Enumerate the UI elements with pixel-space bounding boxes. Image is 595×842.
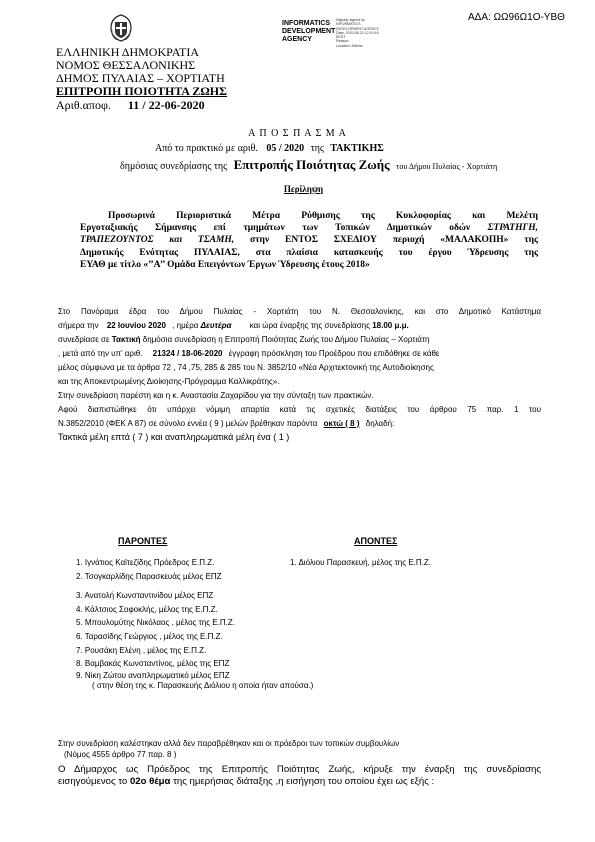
present-member: 3. Ανατολή Κωνσταντινίδου μέλος ΕΠΖ — [76, 591, 214, 601]
minutes-ref-of: της — [310, 143, 324, 154]
municipality-name: ΔΗΜΟΣ ΠΥΛΑΙΑΣ – ΧΟΡΤΙΑΤΗ — [56, 71, 225, 85]
summary-line-3: ΤΡΑΠΕΖΟΥΝΤΟΣ και ΤΣΑΜΗ, στην ΕΝΤΟΣ ΣΧΕΔΙΟΥ περιοχή «ΜΑΛΑΚΟΠΗ» της — [80, 235, 539, 246]
body-text — [58, 306, 541, 446]
present-list — [76, 556, 313, 691]
session-municipality: του Δήμου Πυλαίας - Χορτιάτη — [396, 162, 498, 171]
mayor-opening — [58, 764, 541, 787]
body-line-10: Τακτικά μέλη επτά ( 7 ) και αναπληρωματικά μέλη ένα ( 1 ) — [58, 432, 290, 442]
summary-line-4: Δημοτικής Ενότητας ΠΥΛΑΙΑΣ, στα πλαίσια κατασκευής του έργου Ύδρευσης της — [80, 247, 538, 258]
footer-line-4: εισηγούμενος το 02ο θέμα της ημερήσιας διάταξης ,η εισήγηση του οποίου έχει ως εξής : — [58, 775, 435, 787]
digital-signature-block — [336, 18, 406, 48]
prefecture-name: ΝΟΜΟΣ ΘΕΣΣΑΛΟΝΙΚΗΣ — [56, 58, 196, 72]
sig-line: Reason: — [336, 39, 350, 44]
logo-line1: INFORMATICS — [282, 20, 331, 27]
session-description — [120, 157, 497, 173]
footer-line-3: Ο Δήμαρχος ως Πρόεδρος της Επιτροπής Ποιότητας Ζωής, κήρυξε την έναρξη της συνεδρίασης — [58, 764, 541, 775]
issuer-header — [56, 46, 227, 112]
sig-line: Location: Athens — [336, 43, 363, 48]
sig-line: EEST — [336, 35, 346, 40]
decision-number-value: 11 / 22-06-2020 — [127, 98, 205, 112]
decision-number-label: Αριθ.αποφ. — [56, 98, 111, 112]
ada-code: ΑΔΑ: ΩΩ96Ω1Ο-ΥΒΘ — [468, 12, 565, 23]
footer-line-1: Στην συνεδρίαση καλέστηκαν αλλά δεν παραβρέθηκαν και οι πρόεδροι των τοπικών συμβουλίων — [58, 739, 400, 748]
summary-line-1: Προσωρινά Περιοριστικά Μέτρα Ρύθμισης της Κυκλοφορίας και Μελέτη — [108, 211, 538, 221]
minutes-reference — [155, 143, 384, 154]
body-line-1: Στο Πανόραμα έδρα του Δήμου Πυλαίας - Χορτιάτη του Ν. Θεσσαλονίκης, και στο Δημοτικό Κατάστημα — [58, 307, 541, 316]
present-member: 2. Τσογκαρλίδης Παρασκευάς μέλος ΕΠΖ — [76, 571, 222, 581]
sig-line: Digitally signed by — [336, 18, 365, 22]
summary-line-5: ΕΥΑΘ με τίτλο «’’Α’’ Ομάδα Επειγόντων Έργων Ύδρευσης έτους 2018» — [80, 259, 370, 270]
present-member: 7. Ρουσάκη Ελένη , μέλος της Ε.Π.Ζ. — [76, 645, 207, 655]
apospasma-title: Α Π Ο Σ Π Α Σ Μ Α — [248, 128, 347, 139]
sig-line: Date: 2020.06.23 12:10:16 — [336, 30, 379, 35]
body-line-9: Ν.3852/2010 (ΦΕΚ Α 87) σε σύνολο εννέα ( 9 ) μελών βρέθηκαν παρόντα οκτώ ( 8 ) δηλαδή: — [58, 419, 395, 428]
logo-line3: AGENCY — [282, 36, 312, 43]
present-member: 1. Ιγνάτιος Καϊτεζίδης Πρόεδρος Ε.Π.Ζ. — [76, 558, 215, 567]
minutes-ref-number: 05 / 2020 — [266, 143, 305, 154]
body-line-4: , μετά από την υπ’ αριθ. 21324 / 18-06-2020 έγγραφη πρόσκληση του Προέδρου που επιδόθηκε σε κάθε — [58, 349, 440, 358]
decision-number — [56, 99, 227, 112]
logo-line2: DEVELOPMENT — [282, 28, 336, 35]
session-desc-text: δημόσιας συνεδρίασης της — [120, 161, 228, 172]
body-line-8: Αφού διαπιστώθηκε ότι υπάρχει νόμιμη απαρτία κατά τις σχετικές διατάξεις του άρθρου 75 παρ. 1 του — [58, 405, 541, 414]
body-line-6: και της Αποκεντρωμένης Διοίκησης-Πρόγραμμα Καλλικράτης». — [58, 377, 280, 386]
footer-text — [58, 738, 541, 760]
present-member: 8. Βαμβακάς Κωνσταντίνος, μέλος της ΕΠΖ — [76, 659, 230, 669]
summary-line-2: Εργοταξιακής Σήμανσης επί τμημάτων των Τοπικών Δημοτικών οδών ΣΤΡΑΤΗΓΗ, — [80, 223, 538, 234]
minutes-ref-text: Από το πρακτικό με αριθ. — [155, 143, 258, 154]
greek-emblem-icon — [108, 14, 134, 42]
summary-heading: Περίληψη — [283, 184, 324, 194]
body-line-2: σήμερα την 22 Ιουνίου 2020 , ημέρα Δευτέρα και ώρα έναρξης της συνεδρίασης 18.00 μ.μ. — [58, 321, 409, 330]
present-member: 6. Ταρασίδης Γεώργιος , μέλος της Ε.Π.Ζ. — [76, 631, 223, 641]
present-heading: ΠΑΡΟΝΤΕΣ — [118, 536, 168, 546]
absent-list — [290, 556, 431, 570]
absent-heading: ΑΠΟΝΤΕΣ — [354, 536, 398, 546]
session-type: ΤΑΚΤΙΚΗΣ — [330, 143, 384, 154]
sig-line: DEVELOPMENT AGENCY — [336, 26, 380, 31]
footer-line-2: (Νόμος 4555 άρθρο 77 παρ. 8 ) — [64, 750, 177, 759]
sig-line: INFORMATICS — [336, 22, 361, 27]
absent-member: 1. Διόλιου Παρασκευή, μέλος της Ε.Π.Ζ. — [290, 558, 431, 567]
summary-text — [80, 210, 538, 271]
present-member: 9. Νίκη Ζώτου αναπληρωματικό μέλος ΕΠΖ — [76, 670, 230, 680]
committee-name: ΕΠΙΤΡΟΠΗ ΠΟΙΟΤΗΤΑ ΖΩΗΣ — [56, 84, 227, 98]
session-committee: Επιτροπής Ποιότητας Ζωής — [233, 157, 390, 172]
body-line-5: μέλος σύμφωνα με τα άρθρα 72 , 74 ,75, 285 & 285 του Ν. 3852/10 «Νέα Αρχιτεκτονική της Αυτοδιοίκησης — [58, 363, 434, 372]
present-member: 5. Μπουλομύτης Νικόλαος , μέλος της Ε.Π.Ζ. — [76, 618, 235, 628]
body-line-3: συνεδρίασε σε Τακτική δημόσια συνεδρίαση η Επιτροπή Ποιότητας Ζωής του Δήμου Πυλαίας – Χορτιάτη — [58, 335, 430, 344]
body-line-7: Στην συνεδρίαση παρέστη και η κ. Αναστασία Ζαχαρίδου για την σύνταξη των πρακτικών. — [58, 391, 374, 400]
present-member: 4. Κάλτσιος Σοφοκλής, μέλος της Ε.Π.Ζ. — [76, 604, 218, 614]
country-name: ΕΛΛΗΝΙΚΗ ΔΗΜΟΚΡΑΤΙΑ — [56, 45, 200, 59]
present-member-note: ( στην θέση της κ. Παρασκευής Διόλιου η οποία ήταν απούσα.) — [92, 680, 314, 690]
